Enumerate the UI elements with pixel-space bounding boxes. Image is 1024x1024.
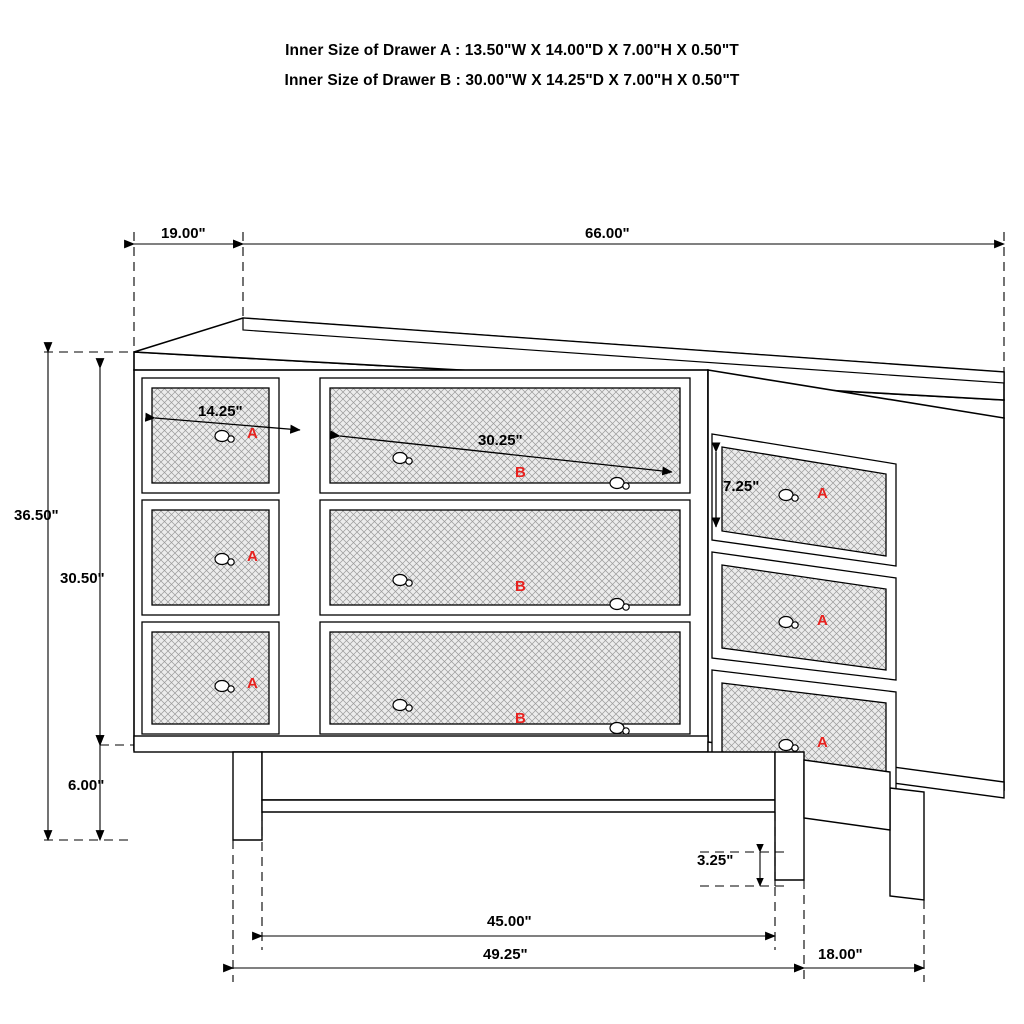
dimension-label-drawer-a-inner-height: 7.25" bbox=[723, 478, 760, 495]
dimension-label-base-outer-width: 49.25" bbox=[483, 946, 528, 963]
dimension-label-top-left-width: 19.00" bbox=[161, 225, 206, 242]
base-and-legs bbox=[233, 752, 924, 900]
drawer-center-bottom-label: B bbox=[515, 710, 526, 727]
drawer-right-middle-label: A bbox=[817, 612, 828, 629]
dimension-label-drawer-a-inner-width: 14.25" bbox=[198, 403, 243, 420]
dimension-label-cabinet-height: 30.50" bbox=[60, 570, 105, 587]
dimension-label-side-depth: 18.00" bbox=[818, 946, 863, 963]
drawer-right-top-label: A bbox=[817, 485, 828, 502]
drawer-left-top-label: A bbox=[247, 425, 258, 442]
drawer-right-bottom-label: A bbox=[817, 734, 828, 751]
drawer-left-bottom-label: A bbox=[247, 675, 258, 692]
dimension-label-base-inner-width: 45.00" bbox=[487, 913, 532, 930]
drawer-center-middle-label: B bbox=[515, 578, 526, 595]
drawer-center-top-label: B bbox=[515, 464, 526, 481]
dimension-label-top-right-width: 66.00" bbox=[585, 225, 630, 242]
drawer-left-middle-label: A bbox=[247, 548, 258, 565]
inner-size-drawer-a-text: Inner Size of Drawer A : 13.50"W X 14.00"D X 7.00"H X 0.50"T bbox=[285, 42, 739, 59]
dimension-label-drawer-b-inner-width: 30.25" bbox=[478, 432, 523, 449]
dimension-label-leg-height: 6.00" bbox=[68, 777, 105, 794]
dimension-label-base-rail-height: 3.25" bbox=[697, 852, 734, 869]
dimension-label-overall-height: 36.50" bbox=[14, 507, 59, 524]
dimension-lines-left bbox=[44, 352, 134, 840]
inner-size-drawer-b-text: Inner Size of Drawer B : 30.00"W X 14.25"D X 7.00"H X 0.50"T bbox=[284, 72, 740, 89]
